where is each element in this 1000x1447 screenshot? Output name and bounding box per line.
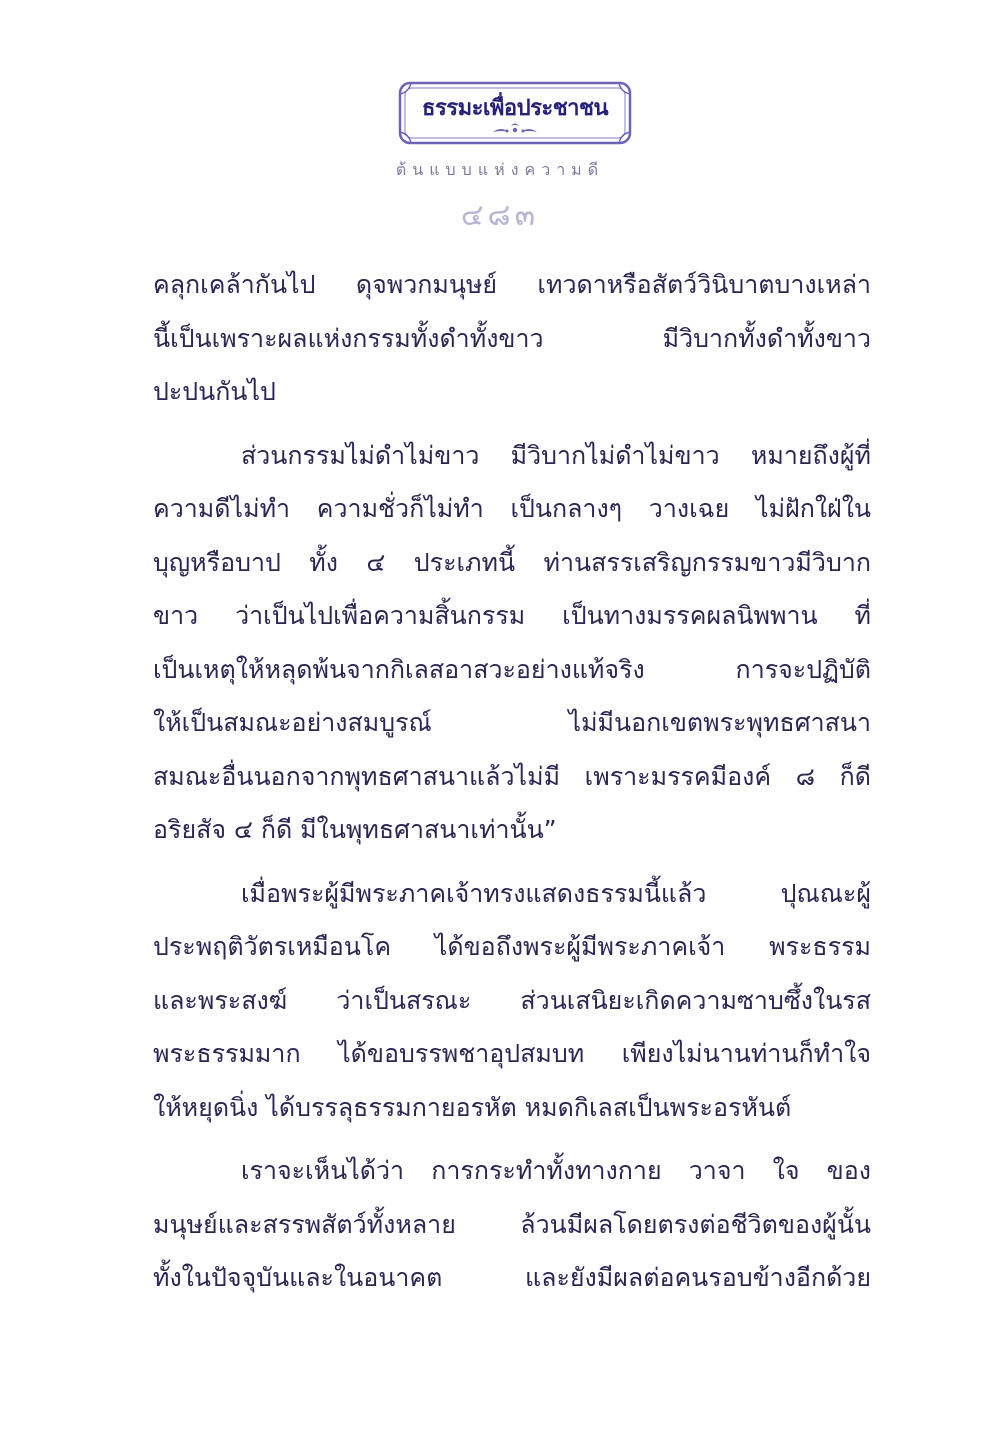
text-line: บุญหรือบาป ทั้ง ๔ ประเภทนี้ ท่านสรรเสริญกรรมขาวมีวิบาก: [153, 547, 871, 577]
logo-title: ธรรมะเพื่อประชาชน: [422, 96, 608, 121]
text-line: มนุษย์และสรรพสัตว์ทั้งหลาย ล้วนมีผลโดยตรงต่อชีวิตของผู้นั้น: [153, 1209, 871, 1239]
text-line: สมณะอื่นนอกจากพุทธศาสนาแล้วไม่มี เพราะมรรคมีองค์ ๘ ก็ดี: [153, 761, 871, 791]
body-text: [153, 258, 871, 1305]
paragraph: [153, 429, 871, 857]
text-line: พระธรรมมาก ได้ขอบรรพชาอุปสมบท เพียงไม่นานท่านก็ทำใจ: [153, 1039, 871, 1068]
text-line: ให้หยุดนิ่ง ได้บรรลุธรรมกายอรหัต หมดกิเลสเป็นพระอรหันต์: [153, 1092, 792, 1122]
text-line: ส่วนกรรมไม่ดำไม่ขาว มีวิบากไม่ดำไม่ขาว หมายถึงผู้ที่: [241, 440, 871, 470]
text-line: ให้เป็นสมณะอย่างสมบูรณ์ ไม่มีนอกเขตพระพุทธศาสนา: [153, 708, 871, 737]
text-line: นี้เป็นเพราะผลแห่งกรรมทั้งดำทั้งขาว มีวิบากทั้งดำทั้งขาว: [153, 323, 871, 353]
text-line: เราจะเห็นได้ว่า การกระทำทั้งทางกาย วาจา ใจ ของ: [241, 1156, 871, 1185]
page-header: [0, 0, 1000, 233]
paragraph: [153, 867, 871, 1135]
paragraph: [153, 258, 871, 419]
text-line: ความดีไม่ทำ ความชั่วก็ไม่ทำ เป็นกลางๆ วางเฉย ไม่ฝักใฝ่ใน: [153, 494, 871, 523]
book-logo: [397, 80, 633, 146]
text-line: และพระสงฆ์ ว่าเป็นสรณะ ส่วนเสนิยะเกิดความซาบซึ้งในรส: [153, 985, 871, 1015]
text-line: เมื่อพระผู้มีพระภาคเจ้าทรงแสดงธรรมนี้แล้ว ปุณณะผู้: [241, 878, 871, 908]
text-line: ประพฤติวัตรเหมือนโค ได้ขอถึงพระผู้มีพระภาคเจ้า พระธรรม: [153, 932, 871, 961]
text-line: ทั้งในปัจจุบันและในอนาคต และยังมีผลต่อคนรอบข้างอีกด้วย: [153, 1263, 871, 1292]
text-line: ปะปนกันไป: [153, 377, 276, 406]
chapter-subtitle: ต้นแบบแห่งความดี: [395, 160, 605, 179]
text-line: ขาว ว่าเป็นไปเพื่อความสิ้นกรรม เป็นทางมรรคผลนิพพาน ที่: [153, 601, 871, 630]
text-line: เป็นเหตุให้หลุดพ้นจากกิเลสอาสวะอย่างแท้จริง การจะปฏิบัติ: [153, 654, 871, 684]
paragraph: [153, 1144, 871, 1305]
text-line: อริยสัจ ๔ ก็ดี มีในพุทธศาสนาเท่านั้น”: [153, 815, 557, 844]
page-number: ๔๘๓: [460, 198, 540, 233]
text-line: คลุกเคล้ากันไป ดุจพวกมนุษย์ เทวดาหรือสัตว์วินิบาตบางเหล่า: [153, 270, 871, 299]
